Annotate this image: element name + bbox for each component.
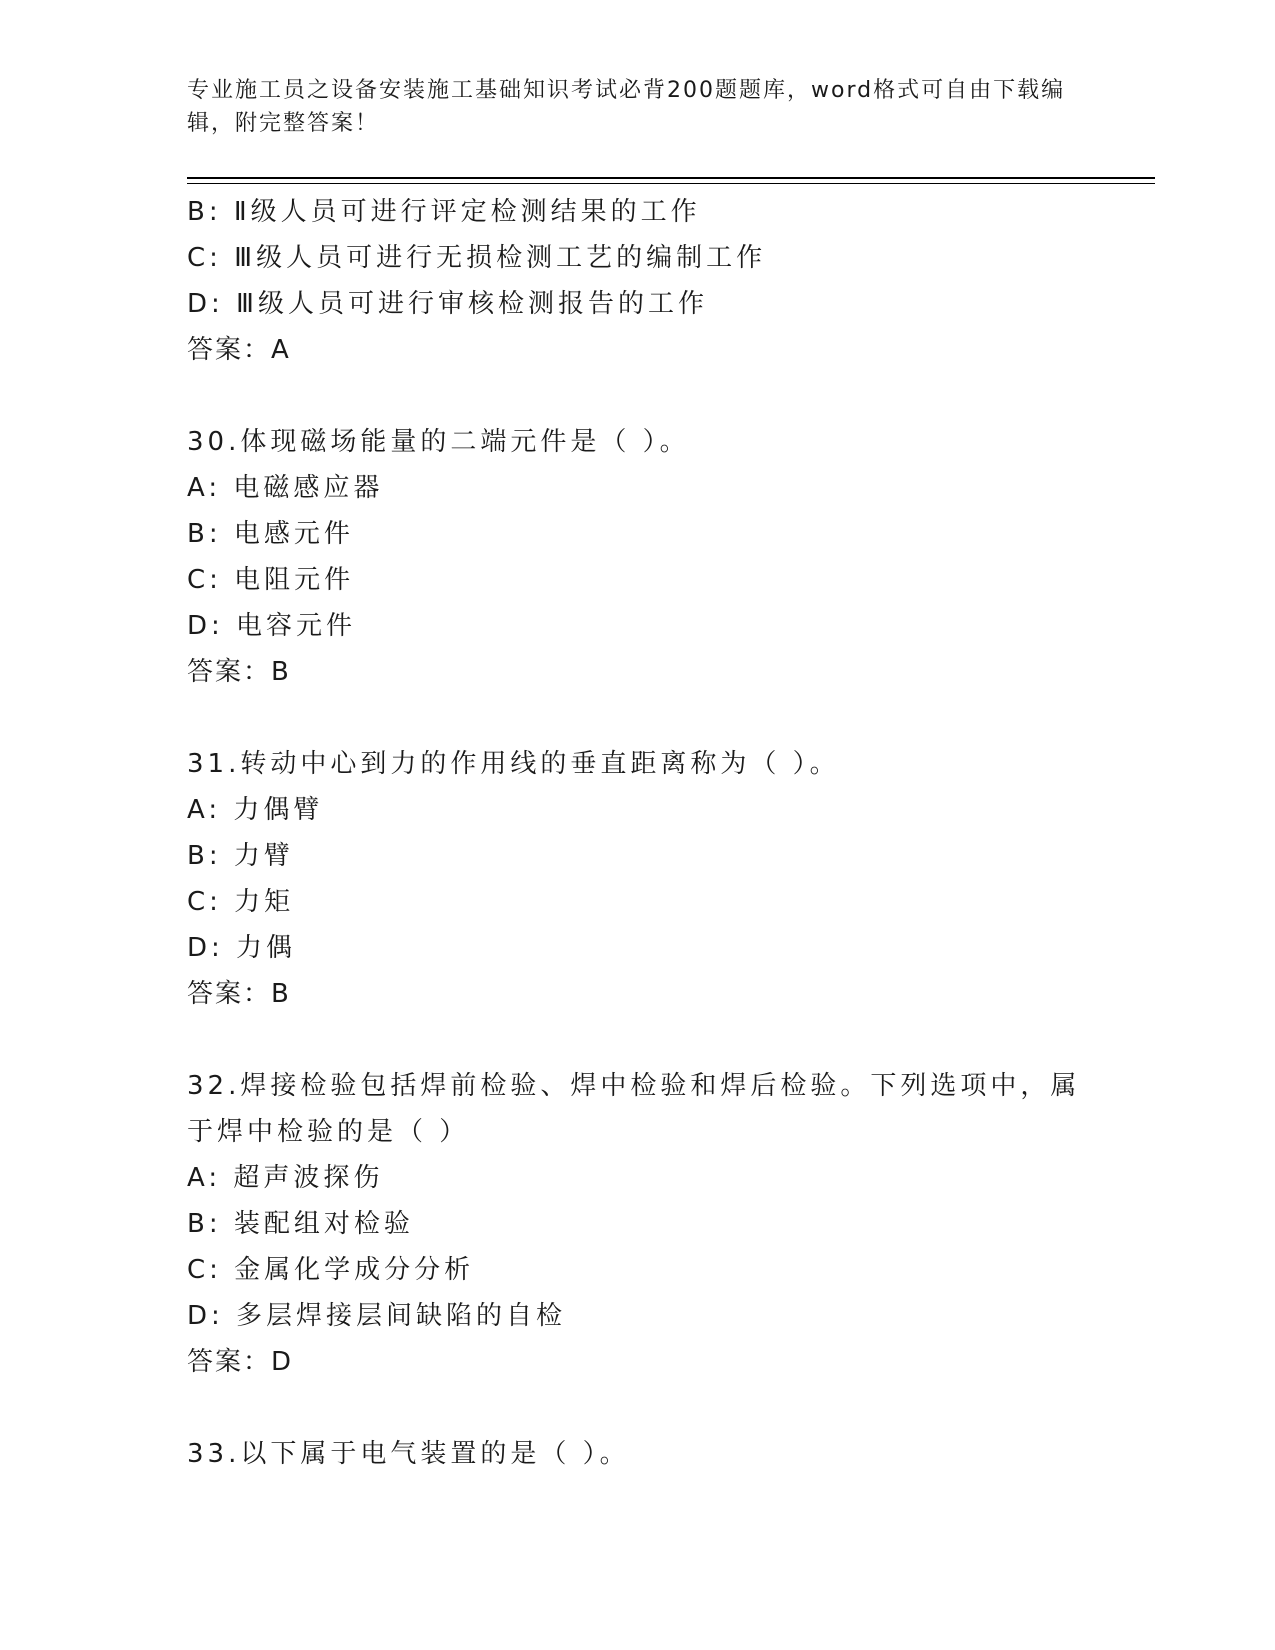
answer-line: 答案：D [187,1347,294,1377]
spacer [187,1017,1087,1063]
option-d: D: Ⅲ级人员可进行审核检测报告的工作 [187,289,708,319]
question-text: 32.焊接检验包括焊前检验、焊中检验和焊后检验。下列选项中，属于焊中检验的是（ ） [187,1071,1081,1147]
answer-line: 答案：B [187,979,291,1009]
header-divider-top [187,177,1155,179]
question-list [187,189,1087,1477]
option-c: C: 金属化学成分分析 [187,1255,475,1285]
answer-line: 答案：B [187,657,291,687]
option-a: A: 超声波探伤 [187,1163,384,1193]
spacer [187,1385,1087,1431]
option-a: A: 电磁感应器 [187,473,384,503]
question-29-tail [187,189,1087,373]
question-text: 33.以下属于电气装置的是（ ）。 [187,1439,630,1469]
question-30 [187,419,1087,695]
option-b: B: 装配组对检验 [187,1209,414,1239]
question-text: 30.体现磁场能量的二端元件是（ ）。 [187,427,690,457]
question-31 [187,741,1087,1017]
question-text: 31.转动中心到力的作用线的垂直距离称为（ ）。 [187,749,840,779]
question-32 [187,1063,1087,1385]
option-b: B: Ⅱ级人员可进行评定检测结果的工作 [187,197,701,227]
spacer [187,695,1087,741]
option-d: D: 力偶 [187,933,297,963]
option-c: C: 电阻元件 [187,565,355,595]
answer-line: 答案：A [187,335,291,365]
spacer [187,373,1087,419]
option-b: B: 力臂 [187,841,294,871]
option-c: C: Ⅲ级人员可进行无损检测工艺的编制工作 [187,243,767,273]
option-a: A: 力偶臂 [187,795,324,825]
option-c: C: 力矩 [187,887,295,917]
header-divider-bottom [187,183,1155,184]
question-33 [187,1431,1087,1477]
option-b: B: 电感元件 [187,519,354,549]
option-d: D: 多层焊接层间缺陷的自检 [187,1301,567,1331]
option-d: D: 电容元件 [187,611,357,641]
page-header: 专业施工员之设备安装施工基础知识考试必背200题题库，word格式可自由下载编辑，附完整答案！ [187,78,1066,136]
